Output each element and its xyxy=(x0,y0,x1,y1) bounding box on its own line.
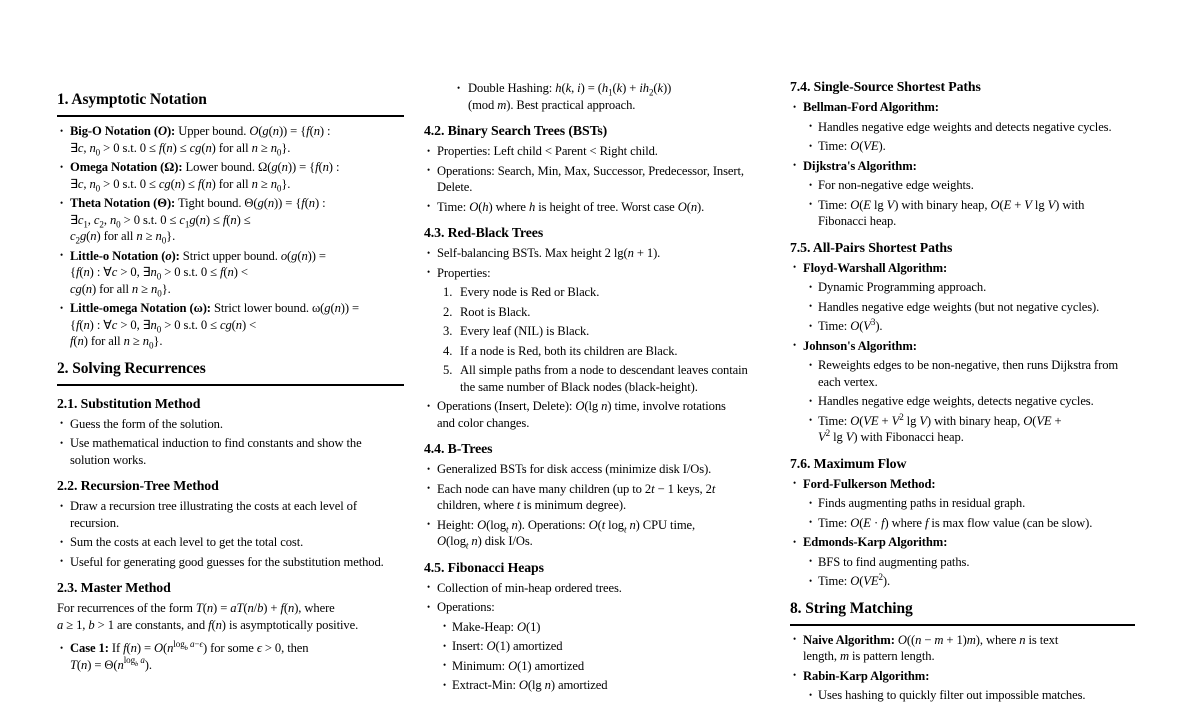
bullet-item: • Finds augmenting paths in residual graph. xyxy=(790,495,1135,512)
column-left xyxy=(57,91,404,673)
paragraph: For recurrences of the form T(n) = aT(n/b) + f(n), where a ≥ 1, b > 1 are constants, and f(n) is asymptotically positive. xyxy=(57,601,359,632)
bullet-item: • Operations: xyxy=(424,599,769,616)
bullet-item: • Time: $O(V^3)$. xyxy=(790,318,1135,335)
bullet-item: • Time: O(E · f) where f is max flow value (can be slow). xyxy=(790,515,1135,532)
subsection-heading-red-black-trees: 4.3. Red-Black Trees xyxy=(424,225,544,240)
bullet-item: • Make-Heap: O(1) xyxy=(424,619,769,636)
bullet-item: • Dynamic Programming approach. xyxy=(790,279,1135,296)
bullet-item: • Minimum: O(1) amortized xyxy=(424,658,769,675)
bullet-item: • Big-O Notation (O): Upper bound. O(g(n)) = {f(n) : ∃c, $n_0 > 0$ s.t. 0 ≤ f(n) ≤ cg(n) for all $n \ge n_0$}. xyxy=(57,123,404,156)
bullet-item: • Reweights edges to be non-negative, then runs Dijkstra from each vertex. xyxy=(790,357,1135,390)
subsection-heading-single-source-shortest-paths: 7.4. Single-Source Shortest Paths xyxy=(790,79,981,94)
bullet-item: • Case 1: If $f(n) = O(n^{log_b a-\epsilon})$ for some ϵ > 0, then $T(n) = \Theta(n^{log_b a})$. xyxy=(57,640,404,673)
numbered-item-text: Every node is Red or Black. xyxy=(460,285,600,299)
numbered-item xyxy=(424,284,769,301)
bullet-item: • Time: $O(VE + V^2$ lg V) with binary heap, O(VE + $V^2$ lg V) with Fibonacci heap. xyxy=(790,413,1135,446)
bullet-item: • Self-balancing BSTs. Max height 2 lg(n + 1). xyxy=(424,245,769,262)
bullet-item: • Double Hashing: h(k, $i) = (h_1(k) + ih_2(k))$ (mod m). Best practical approach. xyxy=(424,80,769,113)
numbered-item-text: Root is Black. xyxy=(460,304,531,319)
section-heading-asymptotic-notation: 1. Asymptotic Notation xyxy=(57,91,404,117)
numbered-item xyxy=(424,323,769,340)
numbered-item xyxy=(424,304,769,321)
column-right xyxy=(790,78,1135,704)
bullet-item: • Handles negative edge weights, detects negative cycles. xyxy=(790,393,1135,410)
item-number: 1. xyxy=(443,285,453,299)
column-middle xyxy=(424,80,769,694)
item-number: 5. xyxy=(443,363,453,377)
bullet-item: • Collection of min-heap ordered trees. xyxy=(424,580,769,597)
numbered-item-text: If a node is Red, both its children are Black. xyxy=(460,343,678,358)
bullet-item: • Time: $O(VE^2)$. xyxy=(790,573,1135,590)
section-heading-solving-recurrences: 2. Solving Recurrences xyxy=(57,360,404,386)
item-number: 2. xyxy=(443,304,453,319)
subsection-heading-all-pairs-shortest-paths: 7.5. All-Pairs Shortest Paths xyxy=(790,239,953,255)
bullet-item: • Properties: Left child < Parent < Right child. xyxy=(424,143,769,160)
bullet-item: • Rabin-Karp Algorithm: xyxy=(790,668,1135,685)
bullet-item: • Operations: Search, Min, Max, Successor, Predecessor, Insert, Delete. xyxy=(424,163,769,196)
bullet-item: • Uses hashing to quickly filter out impossible matches. xyxy=(790,687,1135,704)
bullet-item: • Omega Notation (Ω): Lower bound. Ω(g(n)) = {f(n) : ∃c, $n_0 > 0$ s.t. 0 ≤ cg(n) ≤ f(n) for all $n \ge n_0$}. xyxy=(57,159,404,192)
bullet-item: • Dijkstra's Algorithm: xyxy=(790,158,1135,175)
bullet-item: • Insert: O(1) amortized xyxy=(424,638,769,655)
bullet-item: • Operations (Insert, Delete): O(lg n) time, involve rotations and color changes. xyxy=(424,398,769,431)
bullet-item: • Extract-Min: O(lg n) amortized xyxy=(424,677,769,694)
bullet-item: • Edmonds-Karp Algorithm: xyxy=(790,534,1135,551)
bullet-item: • Time: O(h) where h is height of tree. Worst case O(n). xyxy=(424,199,769,216)
bullet-item: • Height: $O(\log_t$ n). Operations: O(t $\log_t n$) CPU time, $O(\log_t$ n) disk I/Os. xyxy=(424,517,769,550)
bullet-item: • Useful for generating good guesses for the substitution method. xyxy=(57,554,404,571)
subsection-heading-fibonacci-heaps: 4.5. Fibonacci Heaps xyxy=(424,559,544,575)
bullet-item: • Naive Algorithm: O((n − m + 1)m), where n is text length, m is pattern length. xyxy=(790,632,1135,665)
bullet-item: • Little-o Notation (o): Strict upper bound. o(g(n)) = {f(n) : ∀c > 0, $\exists n_0 > 0$ s.t. 0 ≤ f(n) < cg(n) for all $n \ge n_0$}. xyxy=(57,248,404,298)
bullet-item: • Handles negative edge weights (but not negative cycles). xyxy=(790,299,1135,316)
bullet-item: • For non-negative edge weights. xyxy=(790,177,1135,194)
bullet-item: • Floyd-Warshall Algorithm: xyxy=(790,260,1135,277)
bullet-item: • Ford-Fulkerson Method: xyxy=(790,476,1135,493)
numbered-item-text: Every leaf (NIL) is Black. xyxy=(460,324,590,338)
numbered-item xyxy=(424,343,769,360)
bullet-item: • Sum the costs at each level to get the total cost. xyxy=(57,534,404,551)
bullet-item: • Time: O(VE). xyxy=(790,138,1135,155)
bullet-item: • BFS to find augmenting paths. xyxy=(790,554,1135,571)
bullet-item: • Time: O(E lg V) with binary heap, O(E + V lg V) with Fibonacci heap. xyxy=(790,197,1135,230)
numbered-item xyxy=(424,362,769,395)
bullet-item: • Draw a recursion tree illustrating the costs at each level of recursion. xyxy=(57,498,404,531)
bullet-item: • Each node can have many children (up to 2t − 1 keys, 2t children, where t is minimum degree). xyxy=(424,481,769,514)
section-heading-string-matching: 8. String Matching xyxy=(790,600,1135,626)
subsection-heading-recursion-tree-method: 2.2. Recursion-Tree Method xyxy=(57,478,219,493)
bullet-item: • Johnson's Algorithm: xyxy=(790,338,1135,355)
item-number: 3. xyxy=(443,324,453,338)
bullet-item: • Theta Notation (Θ): Tight bound. Θ(g(n)) = {f(n) : $\exists c_1$, $c_2$, $n_0 > 0$ s.t. $0 \le c_1g(n) \le f(n)$ ≤ $c_2g(n)$ for all $n \ge n_0$}. xyxy=(57,195,404,245)
bullet-item: • Handles negative edge weights and detects negative cycles. xyxy=(790,119,1135,136)
numbered-item-text: All simple paths from a node to descendant leaves contain the same number of Black nodes (black-height). xyxy=(460,363,748,394)
item-number: 4. xyxy=(443,343,453,358)
bullet-item: • Properties: xyxy=(424,265,769,282)
subsection-heading-substitution-method: 2.1. Substitution Method xyxy=(57,395,201,411)
bullet-item: • Generalized BSTs for disk access (minimize disk I/Os). xyxy=(424,461,769,478)
subsection-heading-master-method: 2.3. Master Method xyxy=(57,580,171,595)
bullet-item: • Use mathematical induction to find constants and show the solution works. xyxy=(57,435,404,468)
bullet-item: • Little-omega Notation (ω): Strict lower bound. ω(g(n)) = {f(n) : ∀c > 0, $\exists n_0 > 0$ s.t. 0 ≤ cg(n) < f(n) for all $n \ge n_0$}. xyxy=(57,300,404,350)
bullet-item: • Guess the form of the solution. xyxy=(57,416,404,433)
bullet-item: • Bellman-Ford Algorithm: xyxy=(790,99,1135,116)
subsection-heading-maximum-flow: 7.6. Maximum Flow xyxy=(790,455,907,471)
subsection-heading-b-trees: 4.4. B-Trees xyxy=(424,441,493,456)
subsection-heading-binary-search-trees: 4.2. Binary Search Trees (BSTs) xyxy=(424,123,608,138)
